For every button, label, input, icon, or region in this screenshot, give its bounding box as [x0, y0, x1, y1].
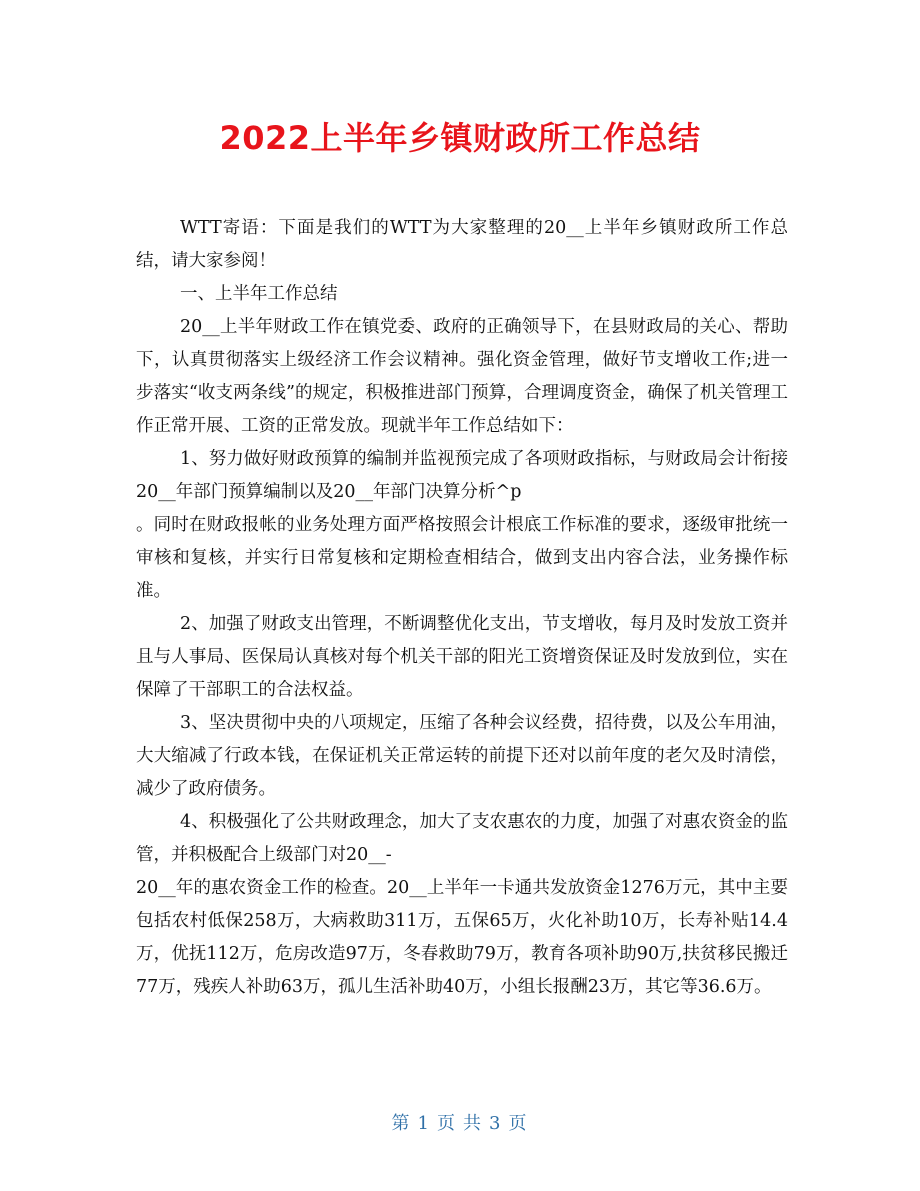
item-1-continuation: 。同时在财政报帐的业务处理方面严格按照会计根底工作标准的要求，逐级审批统一审核和复核，并实行日常复核和定期检查相结合，做到支出内容合法，业务操作标准。 [136, 515, 788, 601]
summary-paragraph: 20__上半年财政工作在镇党委、政府的正确领导下，在县财政局的关心、帮助下，认真贯彻落实上级经济工作会议精神。强化资金管理，做好节支增收工作;进一步落实“收支两条线”的规定，积极推进部门预算，合理调度资金，确保了机关管理工作正常开展、工资的正常发放。现就半年工作总结如下： [136, 317, 788, 436]
footer-label-total-unit: 页 [508, 1113, 529, 1134]
item-2-paragraph: 2、加强了财政支出管理，不断调整优化支出，节支增收，每月及时发放工资并且与人事局、医保局认真核对每个机关干部的阳光工资增资保证及时发放到位，实在保障了干部职工的合法权益。 [136, 614, 788, 700]
page-number-footer [0, 1110, 920, 1138]
footer-label-page-unit: 页 [437, 1113, 457, 1134]
intro-paragraph: WTT寄语：下面是我们的WTT为大家整理的20__上半年乡镇财政所工作总结，请大家参阅！ [136, 218, 788, 271]
footer-total-pages: 3 [489, 1113, 503, 1134]
document-body [136, 212, 788, 1004]
document-title: 2022上半年乡镇财政所工作总结 [219, 119, 701, 157]
footer-label-page: 第 [391, 1113, 412, 1134]
section-heading: 一、上半年工作总结 [180, 284, 338, 304]
footer-current-page: 1 [417, 1113, 431, 1134]
item-4-continuation: 20__年的惠农资金工作的检查。20__上半年一卡通共发放资金1276万元，其中主要包括农村低保258万，大病救助311万，五保65万，火化补助10万，长寿补贴14.4万，优抚112万，危房改造97万，冬春救助79万，教育各项补助90万,扶贫移民搬迁77万，残疾人补助63万，孤儿生活补助40万，小组长报酬23万，其它等36.6万。 [136, 878, 788, 997]
item-4-paragraph: 4、积极强化了公共财政理念，加大了支农惠农的力度，加强了对惠农资金的监管，并积极配合上级部门对20__- [136, 812, 788, 865]
item-1-paragraph: 1、努力做好财政预算的编制并监视预完成了各项财政指标，与财政局会计衔接20__年部门预算编制以及20__年部门决算分析^p [136, 449, 788, 502]
footer-label-total: 共 [463, 1113, 483, 1134]
item-3-paragraph: 3、坚决贯彻中央的八项规定，压缩了各种会议经费，招待费，以及公车用油，大大缩减了行政本钱，在保证机关正常运转的前提下还对以前年度的老欠及时清偿，减少了政府债务。 [136, 713, 788, 799]
